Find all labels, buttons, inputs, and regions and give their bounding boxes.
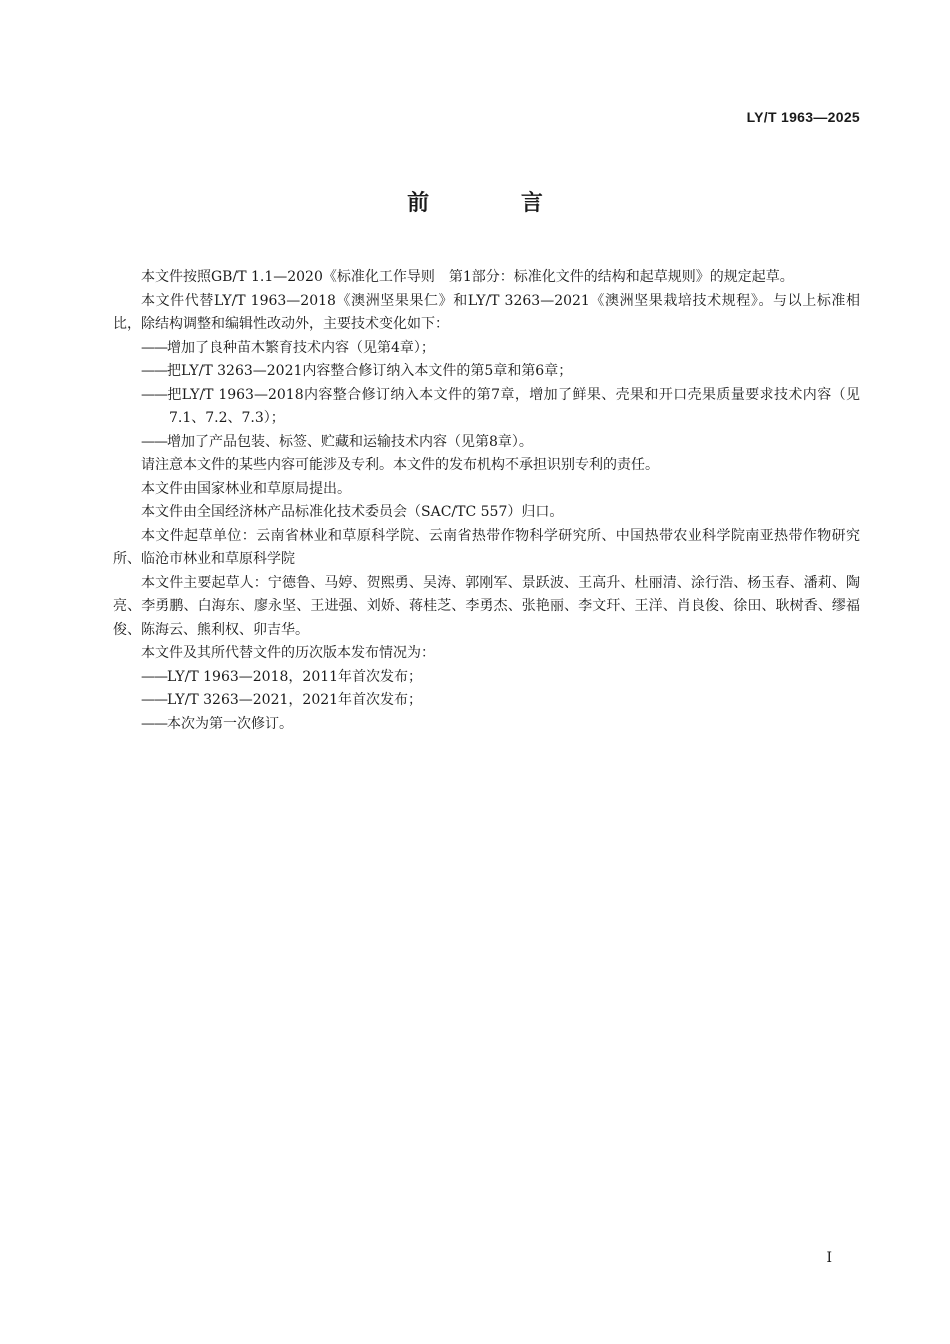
paragraph-patent-notice: 请注意本文件的某些内容可能涉及专利。本文件的发布机构不承担识别专利的责任。 [141,457,659,473]
paragraph-replacement: 本文件代替LY/T 1963—2018《澳洲坚果果仁》和LY/T 3263—2021《澳洲坚果栽培技术规程》。与以上标准相比，除结构调整和编辑性改动外，主要技术变化如下： [113,292,860,332]
list-item-change: ——把LY/T 3263—2021内容整合修订纳入本文件的第5章和第6章； [141,363,573,379]
document-code: LY/T 1963—2025 [746,109,860,125]
paragraph-drafting-units: 本文件起草单位：云南省林业和草原科学院、云南省热带作物科学研究所、中国热带农业科学院南亚热带作物研究所、临沧市林业和草原科学院 [113,527,860,567]
list-item-history: ——LY/T 1963—2018，2011年首次发布； [141,668,423,685]
list-item-change: ——增加了产品包装、标签、贮藏和运输技术内容（见第8章）。 [141,433,533,450]
paragraph-drafters: 本文件主要起草人：宁德鲁、马婷、贺熙勇、吴涛、郭刚军、景跃波、王高升、杜丽清、涂行浩、杨玉春、潘莉、陶亮、李勇鹏、白海东、廖永坚、王进强、刘娇、蒋桂芝、李勇杰、张艳丽、李文玕、王洋、肖良俊、徐田、耿树香、缪福俊、陈海云、熊利权、卯吉华。 [113,574,860,638]
paragraph-proposer: 本文件由国家林业和草原局提出。 [141,480,351,497]
paragraph-centralized: 本文件由全国经济林产品标准化技术委员会（SAC/TC 557）归口。 [141,504,564,520]
page-number: I [826,1250,832,1266]
paragraph-drafting-rules: 本文件按照GB/T 1.1—2020《标准化工作导则 第1部分：标准化文件的结构和起草规则》的规定起草。 [141,269,794,285]
page-title: 前 言 [407,191,585,216]
foreword-body [113,266,860,736]
list-item-change: ——增加了良种苗木繁育技术内容（见第4章）； [141,339,435,356]
list-item-history: ——本次为第一次修订。 [141,715,293,732]
paragraph-history-intro: 本文件及其所代替文件的历次版本发布情况为： [141,645,435,661]
list-item-change: ——把LY/T 1963—2018内容整合修订纳入本文件的第7章，增加了鲜果、壳果和开口壳果质量要求技术内容（见7.1、7.2、7.3）； [141,386,860,426]
list-item-history: ——LY/T 3263—2021，2021年首次发布； [141,692,423,708]
